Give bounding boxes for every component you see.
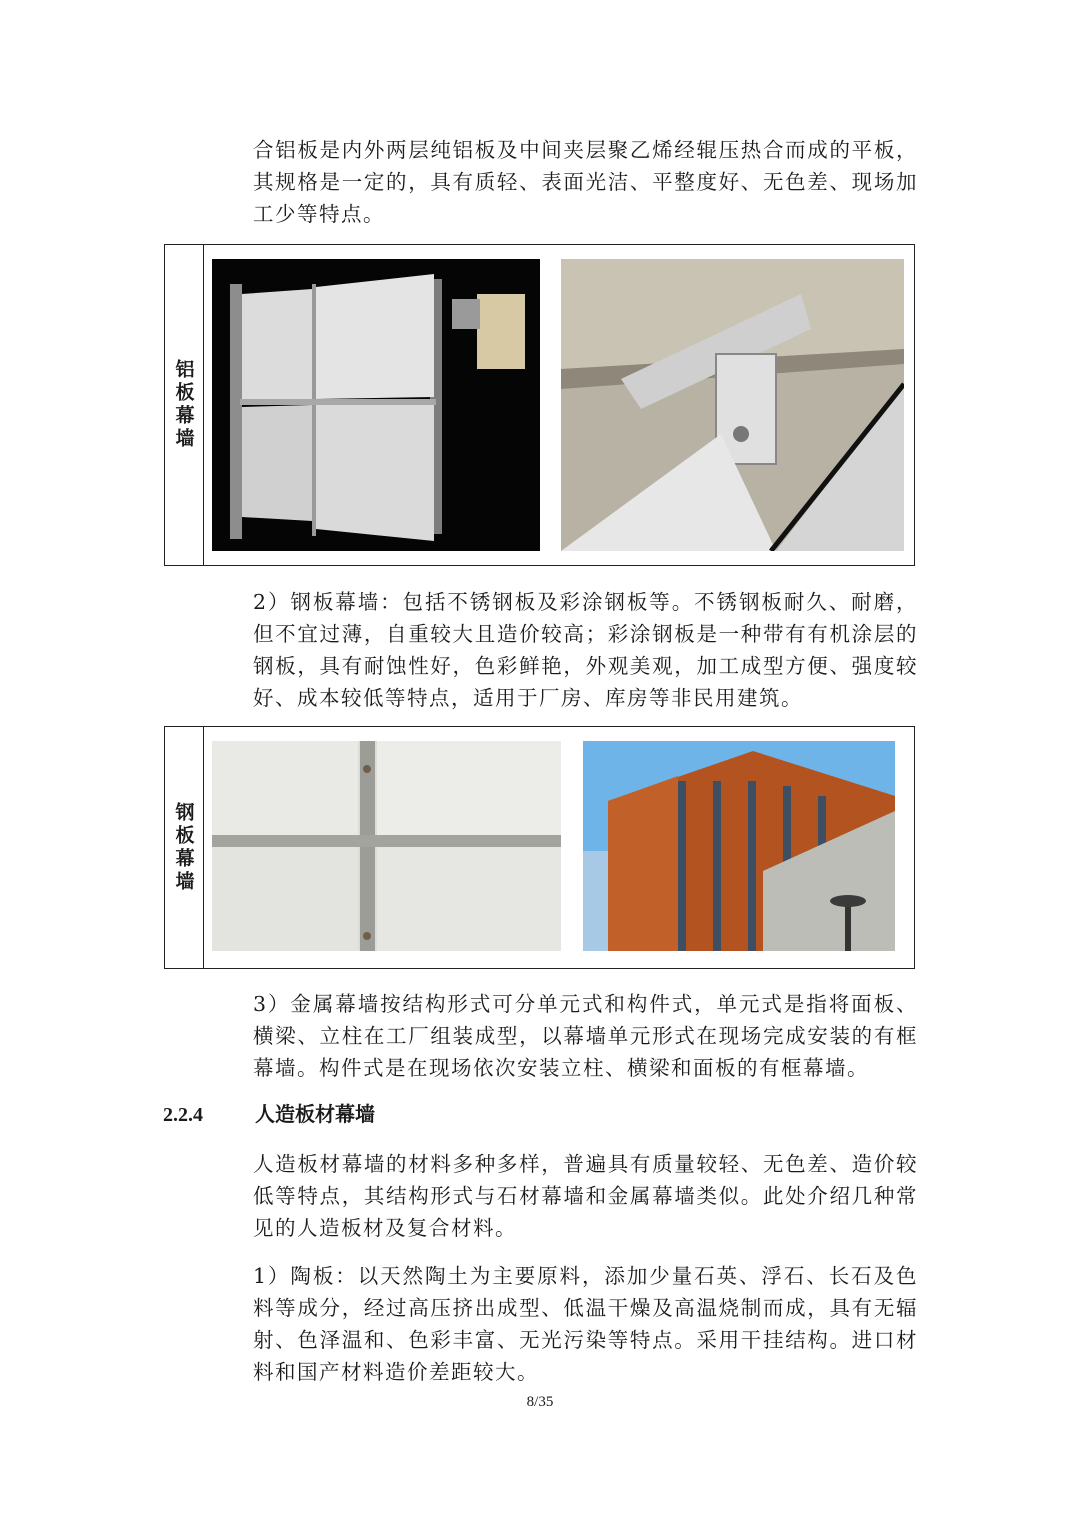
figure-label-cell (165, 245, 204, 565)
section-title: 人造板材幕墙 (255, 1102, 375, 1126)
paragraph-terracotta-panel: 1）陶板：以天然陶土为主要原料，添加少量石英、浮石、长石及色料等成分，经过高压挤出成型、低温干燥及高温烧制而成，具有无辐射、色泽温和、色彩丰富、无光污染等特点。采用干挂结构。进口材料和国产材料造价差距较大。 (253, 1264, 918, 1384)
figure-label: 铝板幕墙 (172, 359, 195, 451)
figure-label-cell (165, 727, 204, 968)
paragraph-structure-types: 3）金属幕墙按结构形式可分单元式和构件式，单元式是指将面板、横梁、立柱在工厂组装成型，以幕墙单元形式在现场完成安装的有框幕墙。构件式是在现场依次安装立柱、横梁和面板的有框幕墙。 (253, 992, 918, 1080)
paragraph-artificial-panels: 人造板材幕墙的材料多种多样，普遍具有质量较轻、无色差、造价较低等特点，其结构形式与石材幕墙和金属幕墙类似。此处介绍几种常见的人造板材及复合材料。 (253, 1152, 918, 1240)
page-number: 8/35 (526, 1394, 554, 1410)
steel-building-facade-photo (583, 741, 895, 951)
aluminum-panel-photo (212, 259, 540, 551)
steel-panel-joint-photo (212, 741, 561, 951)
paragraph-steel-curtain-wall: 2）钢板幕墙：包括不锈钢板及彩涂钢板等。不锈钢板耐久、耐磨，但不宜过薄，自重较大且造价较高；彩涂钢板是一种带有有机涂层的钢板，具有耐蚀性好，色彩鲜艳，外观美观，加工成型方便、强度较好、成本较低等特点，适用于厂房、库房等非民用建筑。 (253, 590, 918, 710)
aluminum-bracket-detail-photo (561, 259, 904, 551)
paragraph-aluminum-composite: 合铝板是内外两层纯铝板及中间夹层聚乙烯经辊压热合而成的平板，其规格是一定的，具有质轻、表面光洁、平整度好、无色差、现场加工少等特点。 (253, 138, 918, 226)
section-number: 2.2.4 (163, 1104, 203, 1126)
figure-label: 钢板幕墙 (172, 801, 195, 894)
figure-aluminum-curtain-wall (164, 244, 915, 566)
section-heading (163, 1098, 375, 1131)
figure-steel-curtain-wall (164, 726, 915, 969)
